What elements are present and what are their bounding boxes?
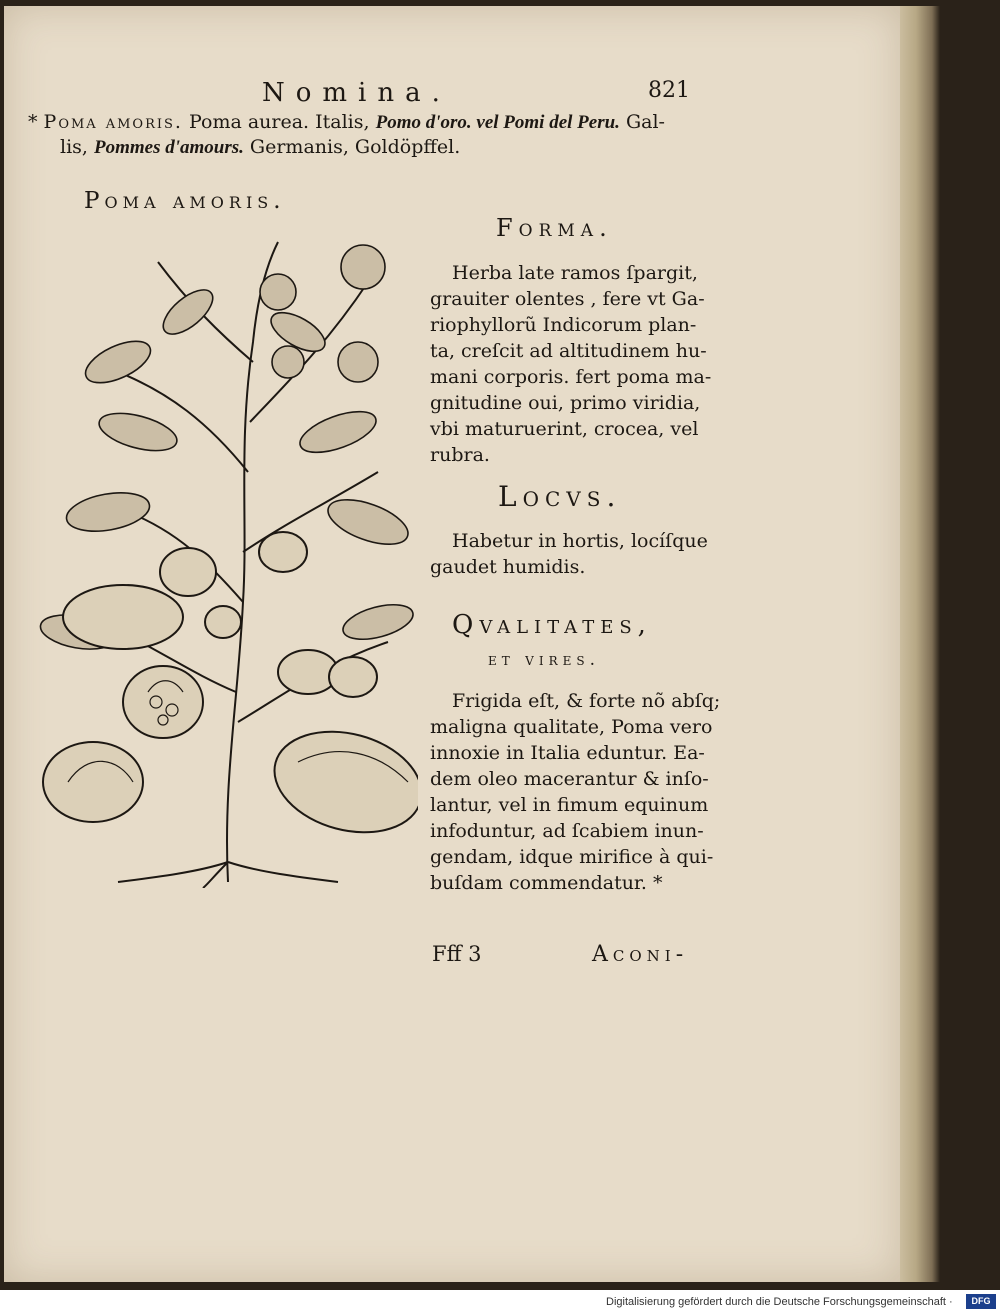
qualitates-line: Frigida eſt, & forte nõ abſq; (452, 690, 721, 712)
nomina-latin-name: Poma amoris. (43, 111, 183, 133)
section-heading-forma: Forma. (496, 214, 613, 242)
qualitates-line: gendam, idque mirifice à qui- (430, 846, 714, 868)
forma-line: vbi maturuerint, crocea, vel (430, 418, 699, 440)
qualitates-line: infoduntur, ad ſcabiem inun- (430, 820, 704, 842)
forma-line: Herba late ramos ſpargit, (452, 262, 698, 284)
dfg-logo: DFG (966, 1294, 996, 1309)
tomato-plant-woodcut (38, 222, 418, 888)
forma-line: gnitudine oui, primo viridia, (430, 392, 701, 414)
nomina-text: Gal- (619, 111, 665, 133)
plant-title: Poma amoris. (84, 188, 286, 214)
forma-line: grauiter olentes , fere vt Ga- (430, 288, 705, 310)
qualitates-line: maligna qualitate, Poma vero (430, 716, 713, 738)
qualitates-line: buſdam commendatur. * (430, 872, 663, 894)
nomina-text: lis, (60, 136, 94, 158)
forma-line: riophyllorũ Indicorum plan- (430, 314, 697, 336)
digitization-credit: Digitalisierung gefördert durch die Deutsche Forschungsgemeinschaft · (606, 1296, 953, 1308)
nomina-text: Poma aurea. Italis, (182, 111, 376, 133)
nomina-asterisk: * (28, 111, 44, 133)
locus-line: gaudet humidis. (430, 556, 586, 578)
catchword: Aconi- (592, 942, 689, 967)
qualitates-line: innoxie in Italia eduntur. Ea- (430, 742, 705, 764)
section-subheading-vires: et vires. (488, 650, 600, 670)
nomina-italian-names: Pomo d'oro. vel Pomi del Peru. (375, 112, 620, 133)
nomina-french-name: Pommes d'amours. (93, 137, 244, 158)
qualitates-line: lantur, vel in fimum equinum (430, 794, 709, 816)
section-heading-locus: Locvs. (498, 480, 622, 513)
nomina-line-2 (60, 136, 460, 159)
running-head: Nomina. (262, 78, 451, 108)
forma-line: mani corporis. fert poma ma- (430, 366, 712, 388)
nomina-german-name: Goldöpffel. (354, 136, 461, 158)
page-edge (900, 6, 940, 1282)
section-heading-qualitates: Qvalitates, (452, 610, 652, 640)
forma-line: ta, creſcit ad altitudinem hu- (430, 340, 707, 362)
page-number: 821 (648, 78, 690, 103)
nomina-text: Germanis, (243, 136, 355, 158)
nomina-line-1 (28, 111, 665, 134)
qualitates-line: dem oleo macerantur & inſo- (430, 768, 709, 790)
signature-mark: Fff 3 (432, 942, 482, 966)
forma-line: rubra. (430, 444, 490, 466)
locus-line: Habetur in hortis, locíſque (452, 530, 708, 552)
